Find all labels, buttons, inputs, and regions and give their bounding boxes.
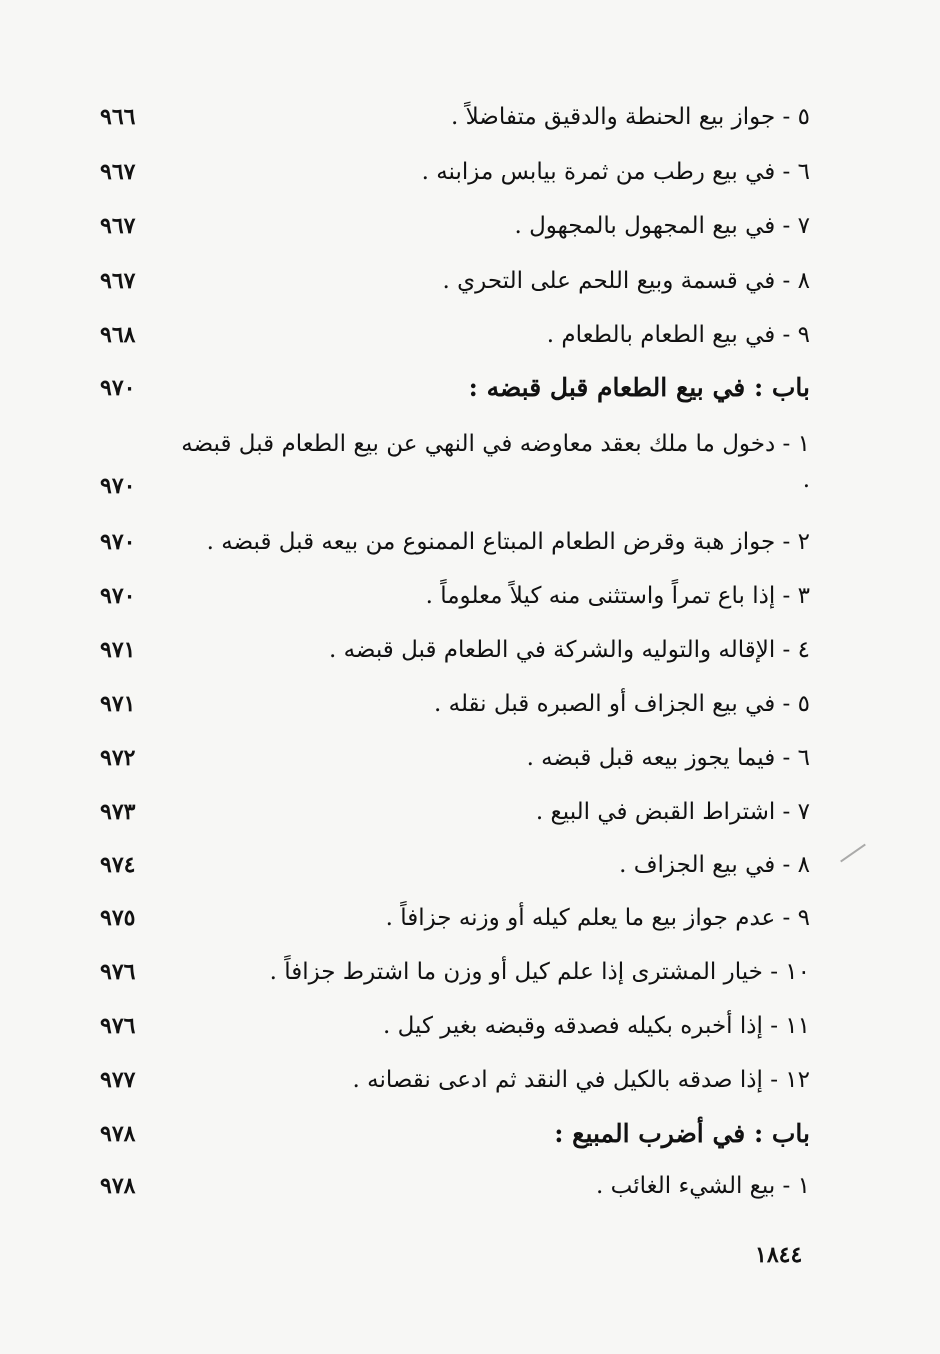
entry-title: ١٠ - خيار المشترى إذا علم كيل أو وزن ما اشترط جزافاً .	[269, 959, 810, 985]
entry-page-number: ٩٦٧	[100, 268, 136, 294]
entry-title: ٣ - إذا باع تمراً واستثنى منه كيلاً معلوماً .	[425, 583, 810, 609]
entry-title: ٥ - في بيع الجزاف أو الصبره قبل نقله .	[433, 691, 810, 717]
entry-title: ١ - دخول ما ملك بعقد معاوضه في النهي عن بيع الطعام قبل قبضه .	[181, 431, 810, 493]
entry-page-number: ٩٧٧	[100, 1067, 136, 1093]
toc-entry	[90, 684, 810, 724]
chapter-title: باب : في أضرب المبيع :	[554, 1119, 810, 1148]
toc-chapter-heading	[90, 368, 810, 408]
toc-entry	[90, 1166, 810, 1206]
entry-page-number: ٩٧٤	[100, 852, 136, 878]
toc-entry	[90, 1060, 810, 1100]
toc-entry	[90, 97, 810, 137]
toc-entry	[90, 261, 810, 301]
entry-title: ٤ - الإقاله والتوليه والشركة في الطعام قبل قبضه .	[328, 637, 810, 663]
toc-entry	[90, 522, 810, 562]
toc-entry	[90, 898, 810, 938]
entry-page-number: ٩٧٠	[100, 375, 136, 401]
scan-mark	[840, 844, 866, 863]
toc-entry	[90, 952, 810, 992]
toc-entry	[90, 152, 810, 192]
toc-entry	[90, 315, 810, 355]
entry-page-number: ٩٧٨	[100, 1173, 136, 1199]
entry-title: ٦ - فيما يجوز بيعه قبل قبضه .	[526, 745, 810, 771]
chapter-title: باب : في بيع الطعام قبل قبضه :	[468, 373, 810, 402]
entry-title: ٥ - جواز بيع الحنطة والدقيق متفاضلاً .	[450, 104, 810, 130]
entry-page-number: ٩٧٠	[100, 529, 136, 555]
entry-title: ٦ - في بيع رطب من ثمرة بيابس مزابنه .	[421, 159, 810, 185]
entry-page-number: ٩٧٣	[100, 799, 136, 825]
entry-page-number: ٩٧٨	[100, 1121, 136, 1147]
toc-entry	[90, 845, 810, 885]
entry-page-number: ٩٦٦	[100, 104, 136, 130]
toc-entry	[90, 738, 810, 778]
toc-entry	[90, 792, 810, 832]
entry-page-number: ٩٧١	[100, 637, 136, 663]
entry-title: ١٢ - إذا صدقه بالكيل في النقد ثم ادعى نقصانه .	[352, 1067, 810, 1093]
entry-page-number: ٩٦٧	[100, 213, 136, 239]
entry-page-number: ٩٦٨	[100, 322, 136, 348]
entry-title: ٨ - في بيع الجزاف .	[619, 852, 810, 878]
toc-entry	[90, 576, 810, 616]
entry-title: ٨ - في قسمة وبيع اللحم على التحري .	[442, 268, 810, 294]
entry-title: ١ - بيع الشيء الغائب .	[596, 1173, 810, 1199]
entry-title: ٧ - في بيع المجهول بالمجهول .	[514, 213, 810, 239]
entry-page-number: ٩٧٦	[100, 959, 136, 985]
entry-page-number: ٩٧١	[100, 691, 136, 717]
entry-title: ٩ - عدم جواز بيع ما يعلم كيله أو وزنه جزافاً .	[385, 905, 810, 931]
entry-title: ١١ - إذا أخبره بكيله فصدقه وقبضه بغير كيل .	[383, 1013, 810, 1039]
toc-entry	[90, 206, 810, 246]
entry-page-number: ٩٧٠	[100, 583, 136, 609]
entry-page-number: ٩٧٦	[100, 1013, 136, 1039]
toc-entry	[90, 630, 810, 670]
toc-chapter-heading	[90, 1114, 810, 1154]
entry-page-number: ٩٦٧	[100, 159, 136, 185]
entry-title: ٢ - جواز هبة وقرض الطعام المبتاع الممنوع من بيعه قبل قبضه .	[206, 529, 810, 555]
entry-page-number: ٩٧٢	[100, 745, 136, 771]
page-footer-number: ١٨٤٤	[755, 1242, 803, 1268]
toc-entry	[90, 426, 810, 506]
toc-entry	[90, 1006, 810, 1046]
entry-page-number: ٩٧٥	[100, 905, 136, 931]
entry-title: ٧ - اشتراط القبض في البيع .	[535, 799, 810, 825]
entry-title: ٩ - في بيع الطعام بالطعام .	[546, 322, 810, 348]
entry-page-number: ٩٧٠	[100, 473, 136, 499]
